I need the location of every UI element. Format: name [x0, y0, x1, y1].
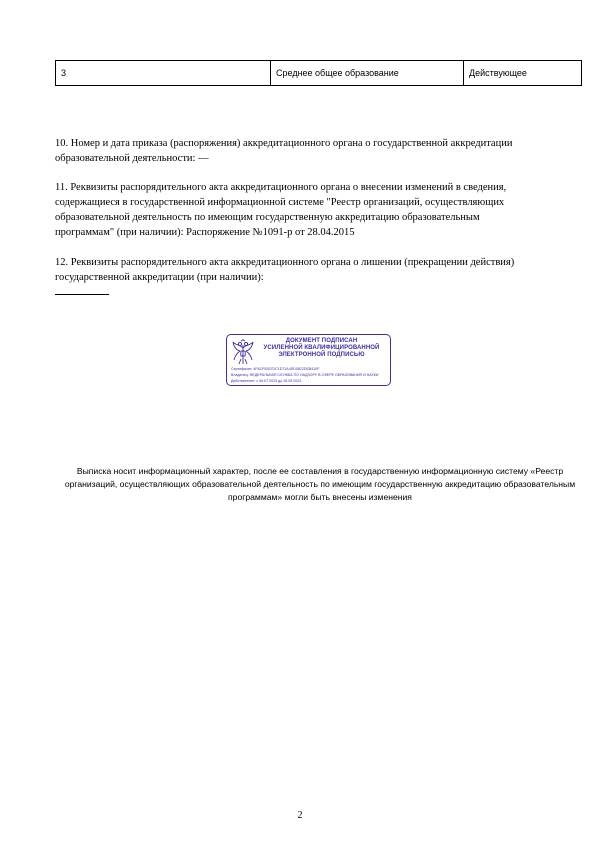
paragraph-line: 12. Реквизиты распорядительного акта аккредитационного органа о лишении (прекращении действия): [55, 257, 515, 268]
blank-underline: [55, 285, 109, 295]
paragraph-line: [55, 270, 574, 295]
paragraph-line-text: государственной аккредитации (при наличии):: [55, 272, 264, 283]
paragraph-line: 10. Номер и дата приказа (распоряжения) аккредитационного органа о государственной аккредитации: [55, 138, 513, 149]
education-level-cell: Среднее общее образование: [271, 61, 464, 86]
page-number: 2: [297, 810, 303, 821]
disclaimer-line: организаций, осуществляющих образовательной деятельность по имеющим государственную аккредитацию образовательным: [64, 479, 576, 489]
item-12-paragraph: [55, 255, 574, 295]
item-10-paragraph: [55, 136, 574, 166]
paragraph-line: образовательной деятельности: —: [55, 153, 209, 164]
stamp-title-line: ДОКУМЕНТ ПОДПИСАН: [285, 338, 358, 344]
stamp-certificate: Сертификат: 4FACF8357DC1D71A4DD0822DEB410F: [231, 367, 320, 371]
stamp-validity: Действителен: с 06.07.2023 до 28.09.2024: [231, 379, 302, 383]
education-levels-table: [55, 60, 582, 86]
electronic-signature-stamp: [226, 334, 391, 386]
stamp-owner: Владелец: ФЕДЕРАЛЬНАЯ СЛУЖБА ПО НАДЗОРУ В СФЕРЕ ОБРАЗОВАНИЯ И НАУКИ: [231, 373, 379, 377]
paragraph-line: программам" (при наличии): Распоряжение №1091-р от 28.04.2015: [55, 227, 355, 238]
table-row: [56, 61, 582, 86]
double-headed-eagle-emblem-icon: [231, 339, 255, 365]
stamp-title-line: ЭЛЕКТРОННОЙ ПОДПИСЬЮ: [278, 352, 365, 358]
stamp-title-line: УСИЛЕННОЙ КВАЛИФИЦИРОВАННОЙ: [263, 345, 380, 351]
paragraph-line: содержащиеся в государственной информационной системе "Реестр организаций, осуществляющих: [55, 197, 505, 208]
disclaimer-note: [60, 465, 580, 504]
paragraph-line: 11. Реквизиты распорядительного акта аккредитационного органа о внесении изменений в сведения,: [55, 182, 507, 193]
status-cell: Действующее: [464, 61, 582, 86]
paragraph-line: образовательной деятельность по имеющим государственную аккредитацию образовательным: [55, 212, 480, 223]
row-number-cell: 3: [56, 61, 271, 86]
stamp-details: [231, 366, 387, 384]
stamp-title: [257, 338, 386, 359]
disclaimer-line: программам» могли быть внесены изменения: [228, 492, 412, 502]
item-11-paragraph: [55, 180, 574, 240]
disclaimer-line: Выписка носит информационный характер, после ее составления в государственную информационную систему «Реестр: [76, 466, 564, 476]
